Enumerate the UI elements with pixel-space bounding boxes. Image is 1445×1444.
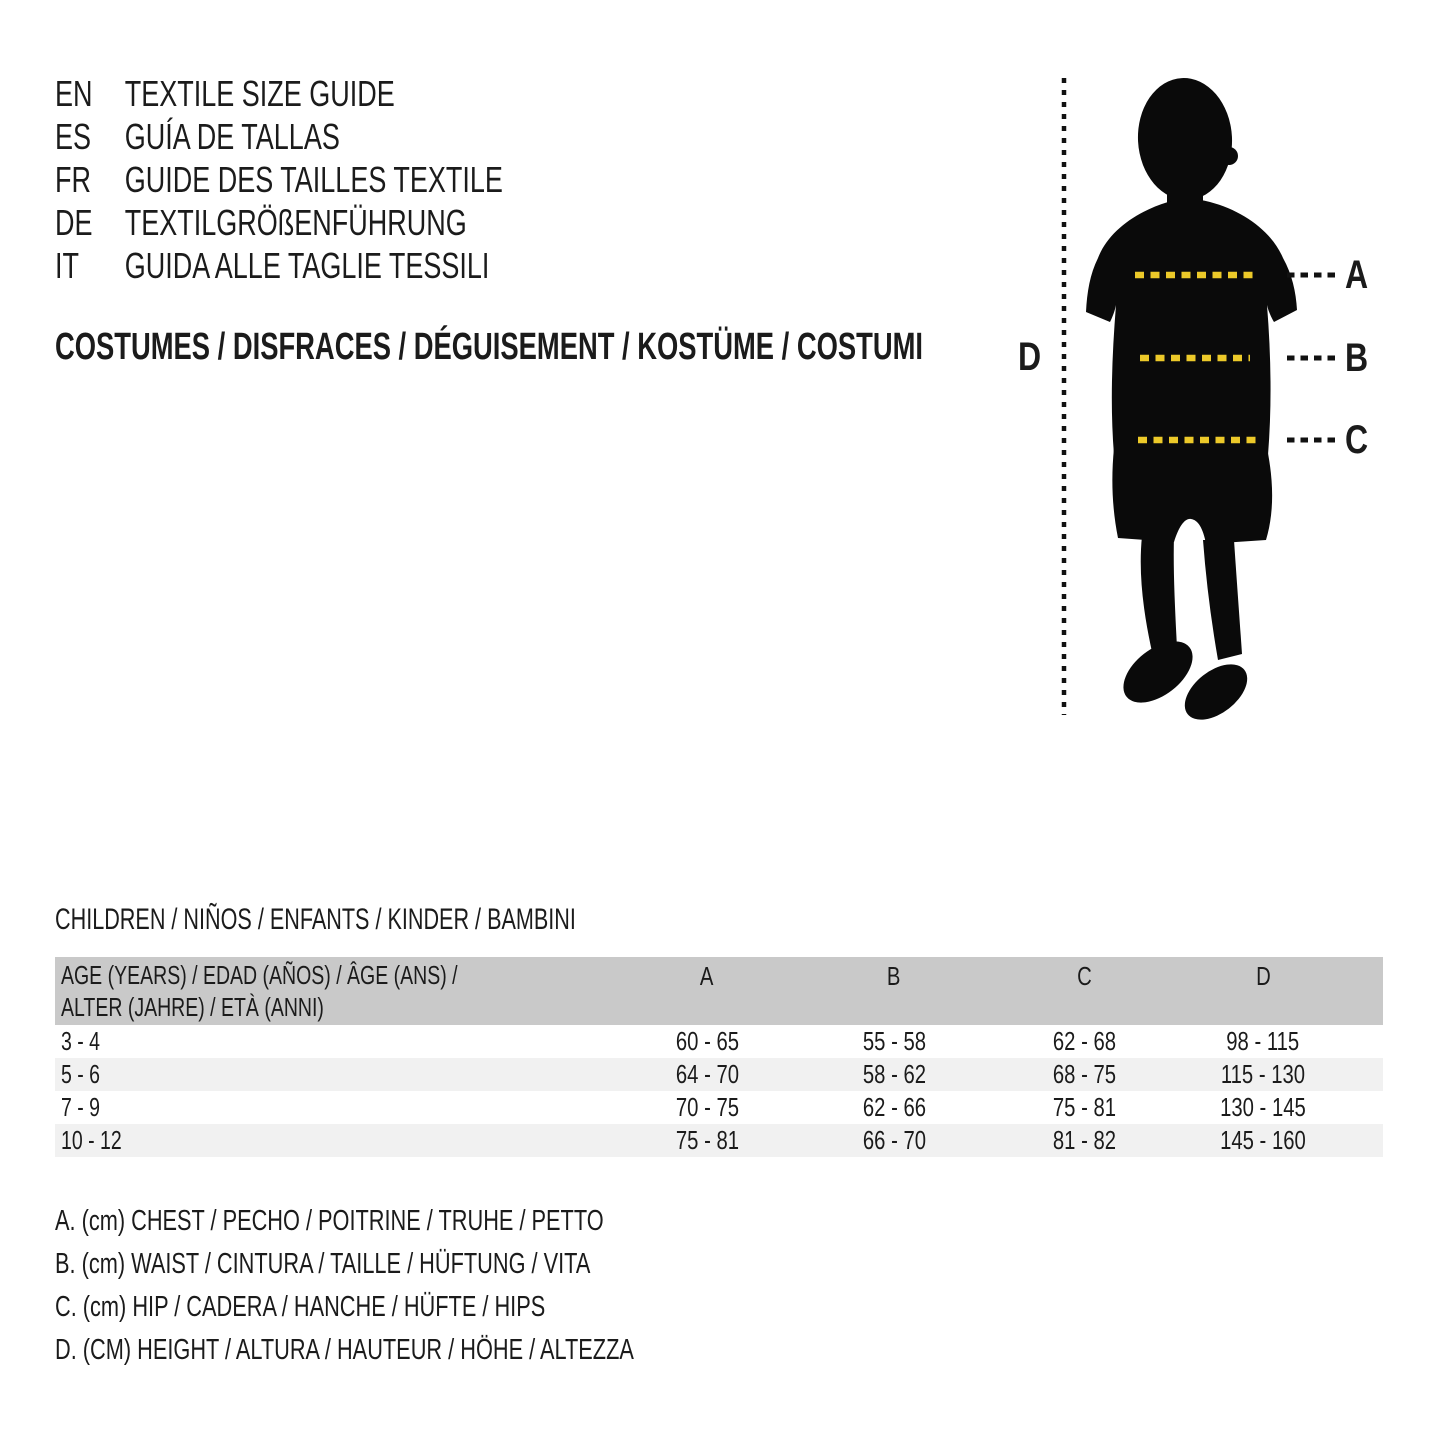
language-code: ES — [55, 115, 92, 157]
size-table — [55, 957, 1383, 1157]
age-cell: 7 - 9 — [61, 1092, 101, 1122]
measurement-legend — [55, 1200, 827, 1372]
legend-height: D. (CM) HEIGHT / ALTURA / HAUTEUR / HÖHE / ALTEZZA — [55, 1334, 634, 1366]
waist-value: 55 - 58 — [862, 1026, 926, 1056]
language-title: GUIDE DES TAILLES TEXTILE — [124, 158, 503, 200]
children-section-heading-text: CHILDREN / NIÑOS / ENFANTS / KINDER / BAMBINI — [55, 903, 576, 936]
column-header-b: B — [887, 961, 901, 991]
legend-chest: A. (cm) CHEST / PECHO / POITRINE / TRUHE / PETTO — [55, 1205, 604, 1237]
language-title: GUIDA ALLE TAGLIE TESSILI — [124, 244, 490, 286]
language-title: TEXTILE SIZE GUIDE — [124, 72, 395, 114]
chest-value: 64 - 70 — [675, 1059, 739, 1089]
language-title: GUÍA DE TALLAS — [124, 115, 340, 157]
hip-value: 81 - 82 — [1052, 1125, 1116, 1155]
label-height-d: D — [1018, 335, 1042, 379]
height-value: 130 - 145 — [1220, 1092, 1306, 1122]
column-header-a: A — [700, 961, 714, 991]
children-section-heading — [55, 903, 778, 937]
child-silhouette-diagram — [1000, 60, 1420, 730]
hip-value: 62 - 68 — [1052, 1026, 1116, 1056]
height-value: 115 - 130 — [1220, 1059, 1306, 1089]
height-value: 98 - 115 — [1226, 1026, 1300, 1056]
age-cell: 3 - 4 — [61, 1026, 101, 1056]
height-value: 145 - 160 — [1220, 1125, 1306, 1155]
language-row-it — [55, 244, 503, 287]
chest-value: 75 - 81 — [675, 1125, 739, 1155]
language-list — [55, 72, 652, 287]
chest-value: 60 - 65 — [675, 1026, 739, 1056]
language-code: FR — [55, 158, 91, 200]
language-title: TEXTILGRÖßENFÜHRUNG — [124, 201, 467, 243]
table-row — [55, 1091, 1383, 1124]
language-code: IT — [55, 244, 79, 286]
age-header-line2: ALTER (JAHRE) / ETÀ (ANNI) — [61, 992, 324, 1022]
category-heading-text: COSTUMES / DISFRACES / DÉGUISEMENT / KOSTÜME / COSTUMI — [55, 326, 923, 368]
waist-value: 66 - 70 — [862, 1125, 926, 1155]
language-code: EN — [55, 72, 93, 114]
table-header-row — [55, 957, 1383, 1025]
language-row-es — [55, 115, 503, 158]
age-cell: 5 - 6 — [61, 1059, 101, 1089]
age-cell: 10 - 12 — [61, 1125, 122, 1155]
table-row — [55, 1124, 1383, 1157]
chest-value: 70 - 75 — [675, 1092, 739, 1122]
language-row-en — [55, 72, 503, 115]
label-waist-b: B — [1345, 336, 1369, 380]
label-hip-c: C — [1345, 418, 1369, 462]
legend-hip: C. (cm) HIP / CADERA / HANCHE / HÜFTE / HIPS — [55, 1291, 546, 1323]
age-header-line1: AGE (YEARS) / EDAD (AÑOS) / ÂGE (ANS) / — [61, 960, 458, 990]
label-chest-a: A — [1345, 253, 1369, 297]
age-column-header — [61, 959, 590, 1023]
language-row-de — [55, 201, 503, 244]
waist-value: 62 - 66 — [862, 1092, 926, 1122]
legend-waist: B. (cm) WAIST / CINTURA / TAILLE / HÜFTUNG / VITA — [55, 1248, 591, 1280]
table-row — [55, 1058, 1383, 1091]
language-row-fr — [55, 158, 503, 201]
column-header-d: D — [1255, 961, 1271, 991]
waist-value: 58 - 62 — [862, 1059, 926, 1089]
column-header-c: C — [1076, 961, 1092, 991]
hip-value: 68 - 75 — [1052, 1059, 1116, 1089]
hip-value: 75 - 81 — [1052, 1092, 1116, 1122]
table-row — [55, 1025, 1383, 1058]
language-code: DE — [55, 201, 93, 243]
child-silhouette — [1086, 76, 1297, 730]
